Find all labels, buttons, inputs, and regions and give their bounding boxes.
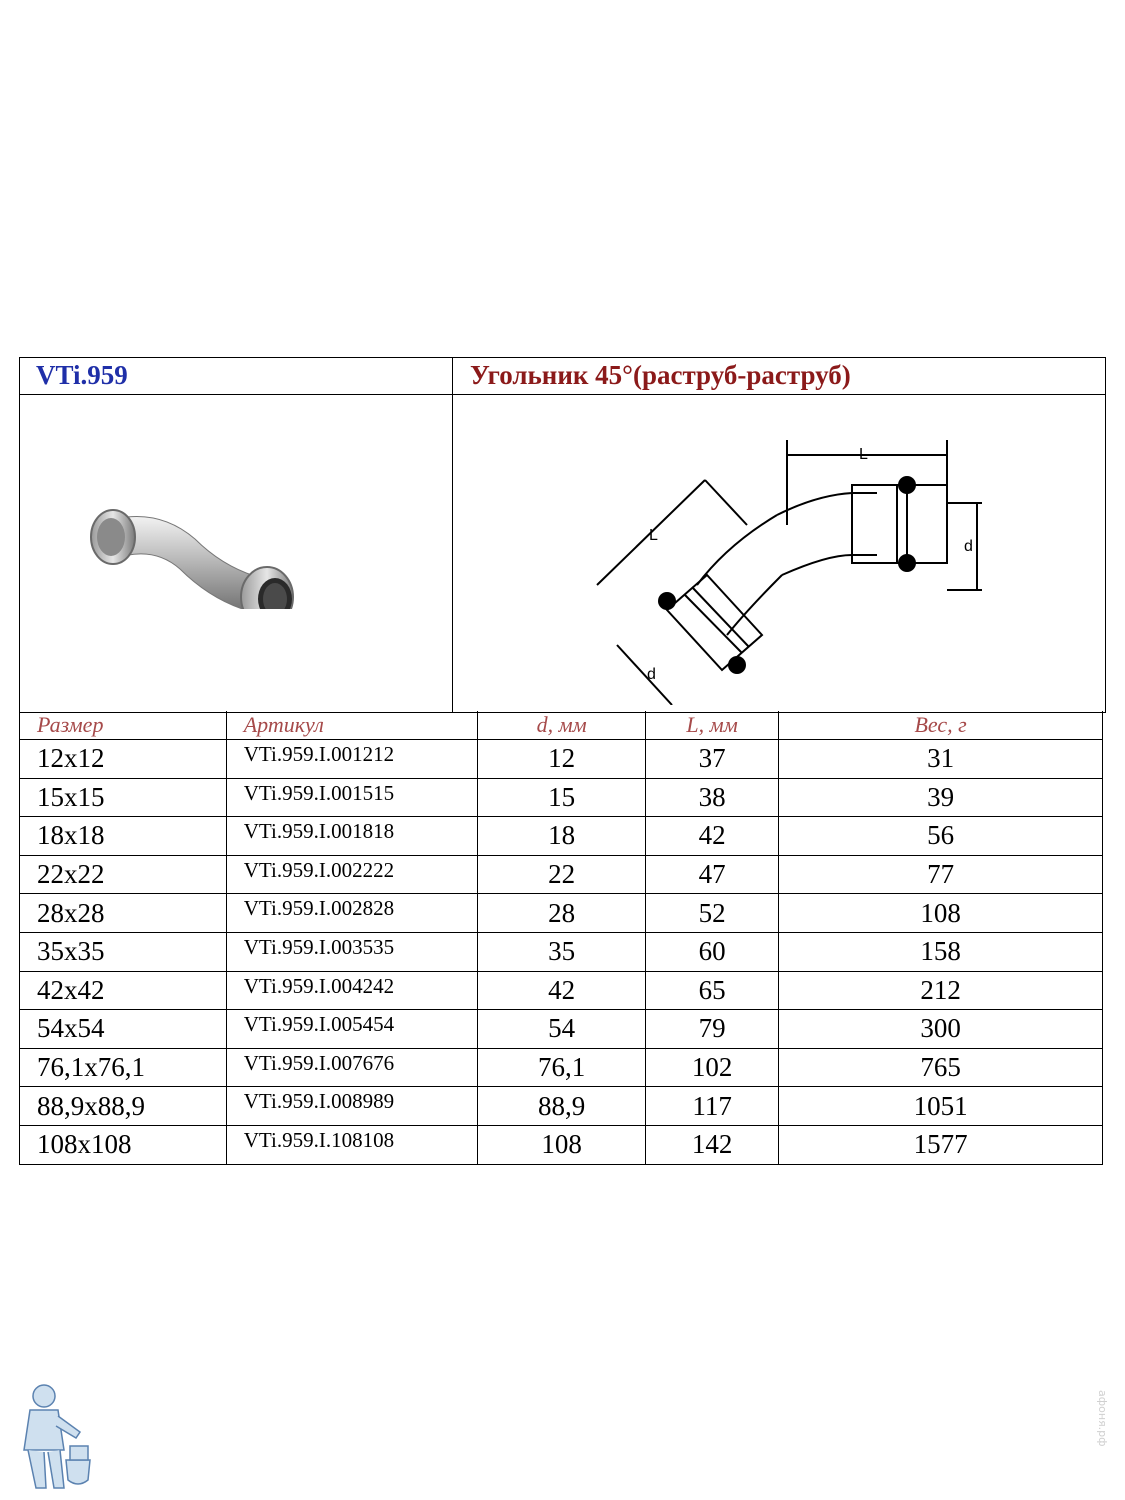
dimensions-table xyxy=(19,711,1103,1165)
cell-L: 38 xyxy=(646,778,779,817)
table-row xyxy=(20,971,1103,1010)
cell-article: VTi.959.I.002828 xyxy=(226,894,478,933)
label-L-top: L xyxy=(859,446,868,463)
table-row xyxy=(20,894,1103,933)
cell-size: 108x108 xyxy=(20,1125,227,1164)
cell-size: 22x22 xyxy=(20,855,227,894)
col-size-header: Размер xyxy=(20,711,227,740)
cell-L: 79 xyxy=(646,1010,779,1049)
cell-d: 88,9 xyxy=(478,1087,646,1126)
cell-size: 54x54 xyxy=(20,1010,227,1049)
table-row xyxy=(20,1010,1103,1049)
cell-article: VTi.959.I.005454 xyxy=(226,1010,478,1049)
cell-article: VTi.959.I.008989 xyxy=(226,1087,478,1126)
dimension-drawing xyxy=(587,415,1007,705)
product-code: VTi.959 xyxy=(36,360,128,390)
cell-d: 42 xyxy=(478,971,646,1010)
cell-weight: 212 xyxy=(779,971,1103,1010)
cell-size: 28x28 xyxy=(20,894,227,933)
cell-d: 108 xyxy=(478,1125,646,1164)
cell-size: 12x12 xyxy=(20,740,227,779)
table-header-row xyxy=(20,711,1103,740)
cell-d: 12 xyxy=(478,740,646,779)
cell-weight: 31 xyxy=(779,740,1103,779)
plumber-mascot-logo xyxy=(8,1380,98,1492)
cell-weight: 1577 xyxy=(779,1125,1103,1164)
cell-size: 15x15 xyxy=(20,778,227,817)
drawing-cell xyxy=(452,394,1106,713)
cell-weight: 77 xyxy=(779,855,1103,894)
col-weight-header: Вес, г xyxy=(779,711,1103,740)
table-row xyxy=(20,1125,1103,1164)
cell-size: 18x18 xyxy=(20,817,227,856)
table-row xyxy=(20,1048,1103,1087)
fitting-photo xyxy=(75,469,315,609)
cell-size: 76,1x76,1 xyxy=(20,1048,227,1087)
header-block xyxy=(19,357,1105,712)
cell-article: VTi.959.I.002222 xyxy=(226,855,478,894)
cell-article: VTi.959.I.007676 xyxy=(226,1048,478,1087)
cell-d: 28 xyxy=(478,894,646,933)
cell-weight: 108 xyxy=(779,894,1103,933)
cell-L: 65 xyxy=(646,971,779,1010)
table-row xyxy=(20,855,1103,894)
cell-L: 47 xyxy=(646,855,779,894)
cell-size: 35x35 xyxy=(20,932,227,971)
table-row xyxy=(20,1087,1103,1126)
cell-article: VTi.959.I.003535 xyxy=(226,932,478,971)
photo-cell xyxy=(19,394,452,713)
col-d-header: d, мм xyxy=(478,711,646,740)
cell-article: VTi.959.I.004242 xyxy=(226,971,478,1010)
cell-size: 88,9x88,9 xyxy=(20,1087,227,1126)
cell-weight: 39 xyxy=(779,778,1103,817)
col-article-header: Артикул xyxy=(226,711,478,740)
label-d-right: d xyxy=(964,538,973,555)
cell-article: VTi.959.I.001515 xyxy=(226,778,478,817)
label-d-left: d xyxy=(647,666,656,683)
label-L-side: L xyxy=(649,527,658,544)
code-cell xyxy=(19,357,452,395)
product-name: Угольник 45°(раструб-раструб) xyxy=(470,360,851,390)
watermark xyxy=(1097,1390,1111,1490)
cell-d: 18 xyxy=(478,817,646,856)
watermark-text: афоня.рф xyxy=(1096,1390,1109,1447)
cell-d: 22 xyxy=(478,855,646,894)
cell-article: VTi.959.I.108108 xyxy=(226,1125,478,1164)
cell-L: 42 xyxy=(646,817,779,856)
cell-weight: 56 xyxy=(779,817,1103,856)
name-cell xyxy=(452,357,1106,395)
table-row xyxy=(20,740,1103,779)
cell-article: VTi.959.I.001818 xyxy=(226,817,478,856)
cell-L: 52 xyxy=(646,894,779,933)
cell-size: 42x42 xyxy=(20,971,227,1010)
cell-weight: 158 xyxy=(779,932,1103,971)
cell-L: 102 xyxy=(646,1048,779,1087)
cell-L: 117 xyxy=(646,1087,779,1126)
cell-L: 37 xyxy=(646,740,779,779)
col-L-header: L, мм xyxy=(646,711,779,740)
cell-L: 142 xyxy=(646,1125,779,1164)
table-row xyxy=(20,778,1103,817)
cell-weight: 765 xyxy=(779,1048,1103,1087)
cell-weight: 300 xyxy=(779,1010,1103,1049)
cell-L: 60 xyxy=(646,932,779,971)
cell-weight: 1051 xyxy=(779,1087,1103,1126)
table-row xyxy=(20,932,1103,971)
cell-article: VTi.959.I.001212 xyxy=(226,740,478,779)
cell-d: 54 xyxy=(478,1010,646,1049)
cell-d: 76,1 xyxy=(478,1048,646,1087)
cell-d: 15 xyxy=(478,778,646,817)
cell-d: 35 xyxy=(478,932,646,971)
table-row xyxy=(20,817,1103,856)
